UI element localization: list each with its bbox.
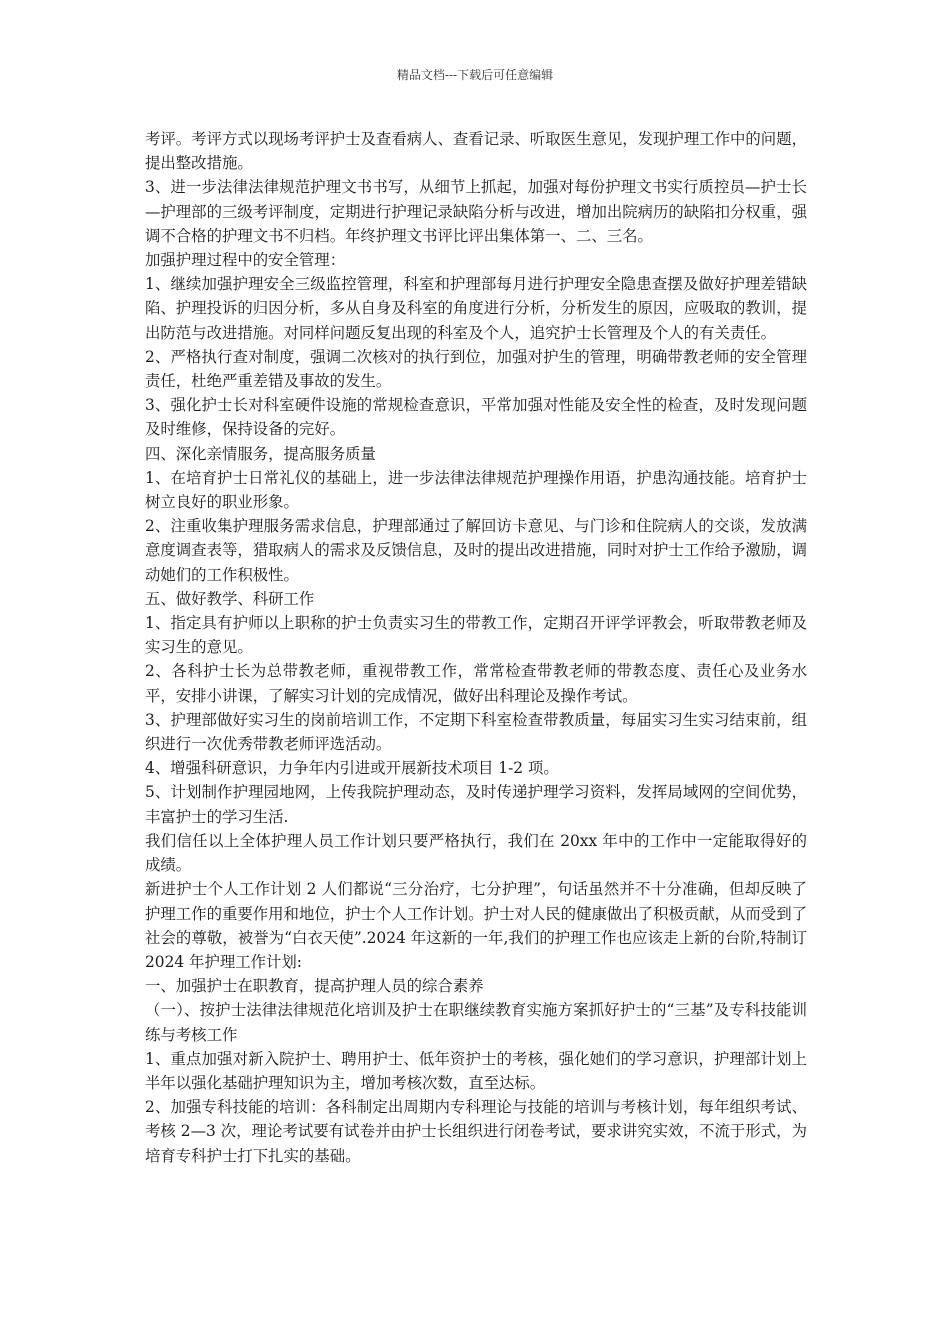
paragraph-new-nurse-assessment: 1、重点加强对新入院护士、聘用护士、低年资护士的考核，强化她们的学习意识，护理部计划上半年以强化基础护理知识为主，增加考核次数，直至达标。 <box>145 1049 807 1092</box>
section-heading-service: 四、深化亲情服务，提高服务质量 <box>145 444 376 463</box>
paragraph-head-nurse-teaching: 2、各科护士长为总带教老师，重视带教工作，常常检查带教老师的带教态度、责任心及业务水平，安排小讲课，了解实习计划的完成情况，做好出科理论及操作考试。 <box>145 662 807 705</box>
paragraph-nursing-documents: 3、进一步法律法律规范护理文书书写，从细节上抓起，加强对每份护理文书实行质控员—护士长—护理部的三级考评制度，定期进行护理记录缺陷分析与改进，增加出院病历的缺陷扣分权重，强调不合格的护理文书不归档。年终护理文书评比评出集体第一、二、三名。 <box>145 178 807 245</box>
paragraph-teaching-assignment: 1、指定具有护师以上职称的护士负责实习生的带教工作，定期召开评学评教会，听取带教老师及实习生的意见。 <box>145 614 807 657</box>
paragraph-etiquette: 1、在培育护士日常礼仪的基础上，进一步法律法律规范护理操作用语，护患沟通技能。培育护士树立良好的职业形象。 <box>145 468 807 512</box>
paragraph-verification: 2、严格执行查对制度，强调二次核对的执行到位，加强对护生的管理，明确带教老师的安全管理责任，杜绝严重差错及事故的发生。 <box>145 347 807 391</box>
paragraph-conclusion: 我们信任以上全体护理人员工作计划只要严格执行，我们在 20xx 年中的工作中一定能取得好的成绩。 <box>145 831 807 875</box>
paragraph-service-feedback: 2、注重收集护理服务需求信息，护理部通过了解回访卡意见、与门诊和住院病人的交谈，发放满意度调查表等，猎取病人的需求及反馈信息，及时的提出改进措施，同时对护士工作给予激励，调动她们的工作积极性。 <box>145 517 807 584</box>
paragraph-equipment-check: 3、强化护士长对科室硬件设施的常规检查意识，平常加强对性能及安全性的检查，及时发现问题及时维修，保持设备的完好。 <box>145 396 807 439</box>
subsection-heading-training: （一）、按护士法律法律规范化培训及护士在职继续教育实施方案抓好护士的“三基”及专科技能训练与考核工作 <box>145 1001 807 1044</box>
section-heading-teaching: 五、做好教学、科研工作 <box>145 589 315 608</box>
section-heading-education: 一、加强护士在职教育，提高护理人员的综合素养 <box>145 977 484 996</box>
paragraph-specialty-training: 2、加强专科技能的培训：各科制定出周期内专科理论与技能的培训与考核计划，每年组织考试、考核 2—3 次，理论考试要有试卷并由护士长组织进行闭卷考试，要求讲究实效，不流于形式，为培育专科护士打下扎实的基础。 <box>145 1098 807 1165</box>
section-heading-safety: 加强护理过程中的安全管理： <box>145 251 346 270</box>
paragraph-website: 5、计划制作护理园地网，上传我院护理动态，及时传递护理学习资料，发挥局域网的空间优势，丰富护士的学习生活. <box>145 783 807 826</box>
paragraph-research: 4、增强科研意识，力争年内引进或开展新技术项目 1-2 项。 <box>145 759 559 778</box>
page-header: 精品文档---下载后可任意编辑 <box>396 68 554 82</box>
paragraph-evaluation-method: 考评。考评方式以现场考评护士及查看病人、查看记录、听取医生意见，发现护理工作中的问题，提出整改措施。 <box>145 130 807 173</box>
document-body <box>145 127 807 1168</box>
paragraph-new-nurse-plan: 新进护士个人工作计划 2 人们都说“三分治疗，七分护理”，句话虽然并不十分准确，但却反映了护理工作的重要作用和地位，护士个人工作计划。护士对人民的健康做出了积极贡献，从而受到了社会的尊敬，被誉为“白衣天使”.2024 年这新的一年,我们的护理工作也应该走上新的台阶,特制订 2024 年护理工作计划: <box>145 880 807 971</box>
paragraph-intern-training: 3、护理部做好实习生的岗前培训工作，不定期下科室检查带教质量，每届实习生实习结束前，组织进行一次优秀带教老师评选活动。 <box>145 710 807 754</box>
paragraph-safety-monitoring: 1、继续加强护理安全三级监控管理，科室和护理部每月进行护理安全隐患查摆及做好护理差错缺陷、护理投诉的归因分析，多从自身及科室的角度进行分析，分析发生的原因，应吸取的教训，提出防范与改进措施。对同样问题反复出现的科室及个人，追究护士长管理及个人的有关责任。 <box>145 275 807 342</box>
